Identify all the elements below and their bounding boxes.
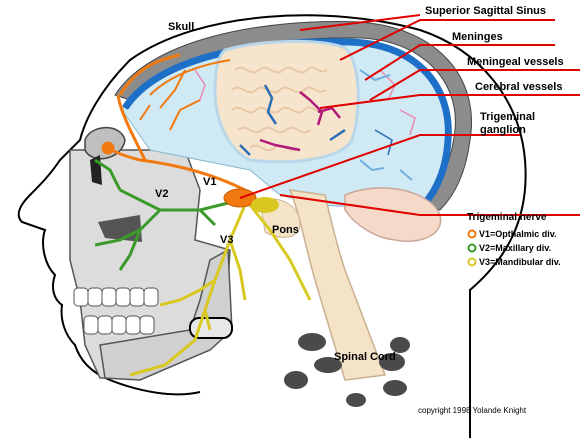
legend-label-v2: V2=Maxillary div. [479, 243, 552, 253]
label-skull: Skull [168, 21, 195, 33]
lower-teeth [84, 316, 154, 334]
label-meninges: Meninges [452, 31, 503, 43]
label-meningeal-vessels: Meningeal vessels [467, 56, 564, 68]
legend-marker-v1 [469, 231, 476, 238]
upper-teeth [74, 288, 158, 306]
nerve-division-legend [469, 229, 561, 267]
label-pons: Pons [272, 224, 299, 236]
label-cerebral-vessels: Cerebral vessels [475, 81, 563, 93]
trigeminal-root [251, 197, 279, 213]
label-trigeminal-ganglion-line2: ganglion [480, 124, 526, 136]
copyright-notice: copyright 1998 Yolande Knight [418, 406, 527, 415]
label-spinal-cord: Spinal Cord [334, 351, 396, 363]
legend-marker-v2 [469, 245, 476, 252]
label-trigeminal-ganglion-line1: Trigeminal [480, 111, 536, 123]
label-superior-sagittal-sinus: Superior Sagittal Sinus [425, 5, 547, 17]
legend-marker-v3 [469, 259, 476, 266]
label-v2: V2 [155, 188, 169, 200]
label-v3: V3 [220, 234, 234, 246]
brain [215, 41, 358, 161]
label-trigeminal-nerve: Trigeminal nerve [467, 212, 547, 223]
label-v1: V1 [203, 176, 217, 188]
legend-label-v3: V3=Mandibular div. [479, 257, 561, 267]
legend-label-v1: V1=Opthalmic div. [479, 229, 557, 239]
